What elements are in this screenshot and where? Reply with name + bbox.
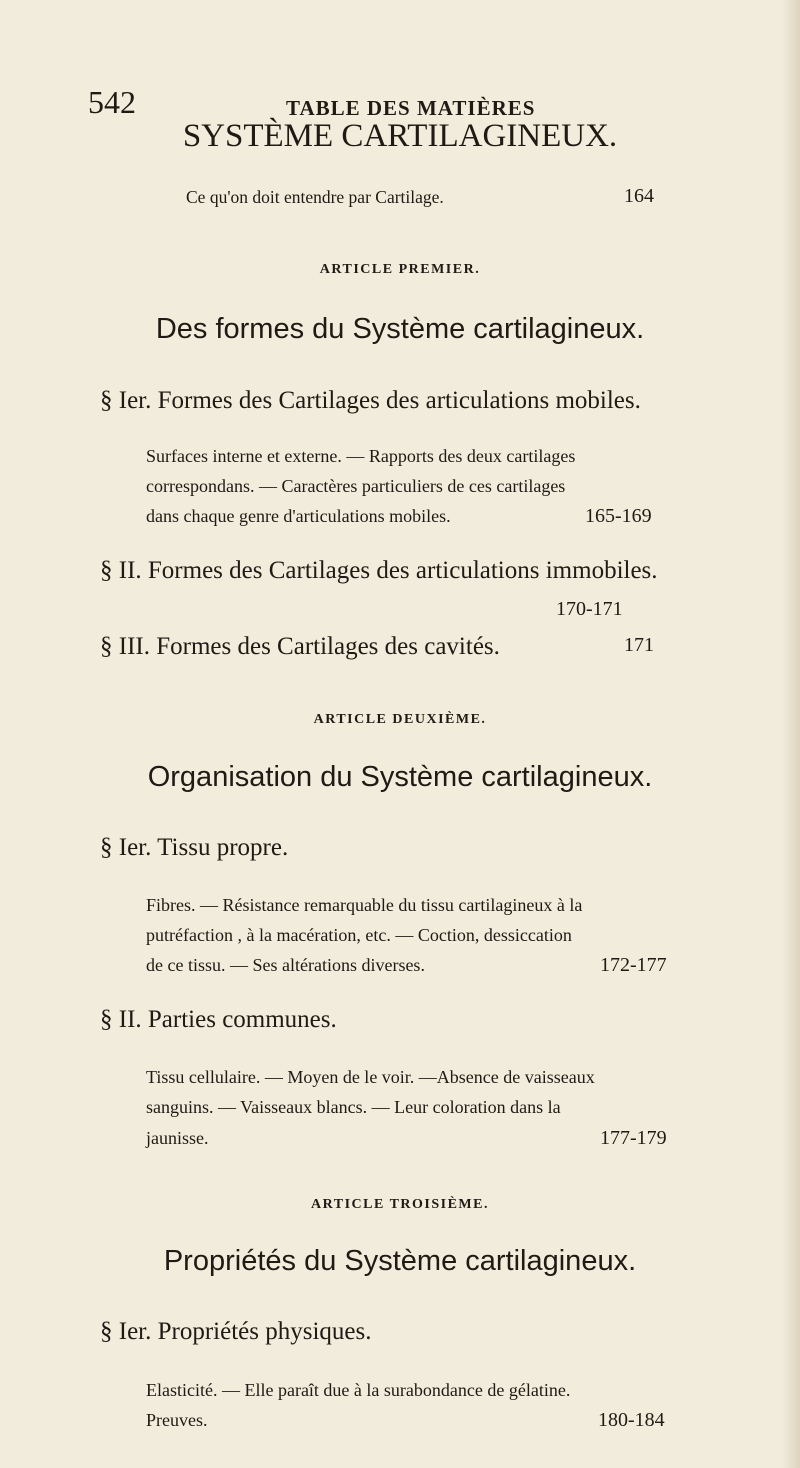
chapter-title: SYSTÈME CARTILAGINEUX. [182,118,618,154]
section-text: Elasticité. — Elle paraît due à la surabondance de gélatine. [146,1380,571,1400]
section-text: jaunisse. [146,1128,209,1148]
section-title: § Ier. Tissu propre. [100,834,289,861]
article-heading: ARTICLE PREMIER. [319,262,481,277]
section-text: Surfaces interne et externe. — Rapports des deux cartilages [146,446,576,466]
section-title: § Ier. Propriétés physiques. [100,1318,372,1345]
section-title: § III. Formes des Cartilages des cavités. [100,633,500,660]
article-title: Des formes du Système cartilagineux. [155,313,645,345]
section-text: Tissu cellulaire. — Moyen de le voir. —Absence de vaisseaux [146,1067,595,1087]
section-text: Preuves. [146,1410,208,1430]
section-text: correspondans. — Caractères particuliers de ces cartilages [146,476,566,496]
section-text: dans chaque genre d'articulations mobiles. [146,506,451,526]
section-pages: 180-184 [598,1409,665,1431]
intro-text: Ce qu'on doit entendre par Cartilage. [186,187,444,207]
intro-page: 164 [624,185,654,207]
article-heading: ARTICLE TROISIÈME. [311,1197,489,1212]
page-number: 542 [88,84,136,120]
article-heading: ARTICLE DEUXIÈME. [313,712,487,727]
section-title: § II. Parties communes. [100,1006,337,1033]
section-title: § II. Formes des Cartilages des articulations immobiles. [100,557,658,584]
section-text: de ce tissu. — Ses altérations diverses. [146,955,425,975]
article-title: Propriétés du Système cartilagineux. [163,1245,637,1277]
article-title: Organisation du Système cartilagineux. [147,761,653,793]
section-pages: 171 [624,634,654,656]
section-pages: 165-169 [585,505,652,527]
running-title: TABLE DES MATIÈRES [286,96,536,120]
section-text: Fibres. — Résistance remarquable du tissu cartilagineux à la [146,895,583,915]
section-text: sanguins. — Vaisseaux blancs. — Leur coloration dans la [146,1097,561,1117]
section-pages: 170-171 [556,598,623,620]
section-text: putréfaction , à la macération, etc. — Coction, dessiccation [146,925,572,945]
section-title: § Ier. Formes des Cartilages des articulations mobiles. [100,387,641,414]
section-pages: 172-177 [600,954,667,976]
section-pages: 177-179 [600,1127,667,1149]
